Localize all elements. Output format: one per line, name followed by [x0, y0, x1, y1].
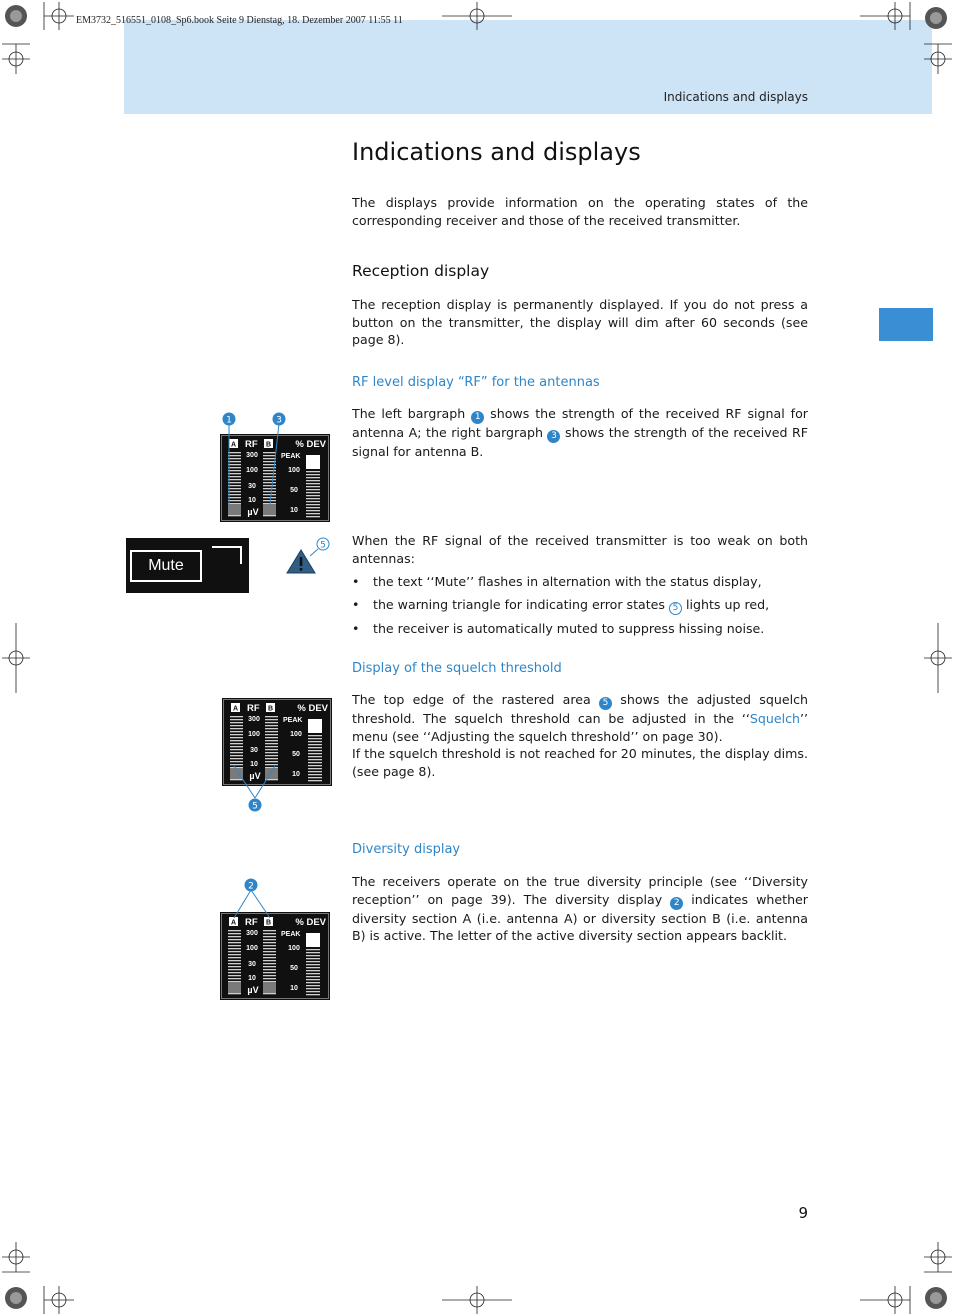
dev-label: % DEV	[297, 703, 328, 714]
rf-text-1: The left bargraph	[352, 406, 466, 421]
diversity-text-1: The receivers operate on the true diversity principle (see ‘‘Diversity reception’’ on page 39). The diversity display	[352, 874, 808, 907]
bullet-text: the receiver is automatically muted to suppress hissing noise.	[373, 620, 765, 636]
diversity-a-label: A	[230, 919, 237, 927]
bullet-text: the text ‘‘Mute’’ flashes in alternation with the status display,	[373, 573, 762, 589]
rf-tick-label: 300	[248, 716, 260, 723]
diversity-a-label: A	[232, 705, 239, 713]
rf-tick-label: 300	[246, 452, 258, 459]
rf-tick-label: 10	[248, 975, 256, 982]
squelch-text-3: ’’ menu (see ‘‘Adjusting the squelch threshold’’ on page 30).	[352, 711, 808, 744]
dev-tick-label: 10	[290, 985, 298, 992]
dev-tick-label: 50	[292, 751, 300, 758]
diversity-a-label: A	[230, 441, 237, 449]
bullet-text: the warning triangle for indicating error states	[373, 596, 665, 612]
dev-tick-label: 10	[292, 771, 300, 778]
callout-badge-1: 1	[471, 411, 484, 424]
callout-label-2: 2	[248, 881, 254, 892]
unit-label: µV	[247, 507, 259, 517]
rf-tick-label: 30	[248, 483, 256, 490]
diversity-b-label: B	[267, 705, 274, 713]
rf-tick-label: 30	[248, 961, 256, 968]
print-info: EM3732_516551_0108_Sp6.book Seite 9 Dienstag, 18. Dezember 2007 11:55 11	[76, 15, 403, 26]
dev-tick-label: 10	[290, 507, 298, 514]
unit-label: µV	[249, 771, 261, 781]
callout-badge-3: 3	[547, 430, 560, 443]
peak-label: PEAK	[283, 717, 303, 724]
dev-label: % DEV	[295, 439, 326, 450]
dev-tick-label: 50	[290, 965, 298, 972]
rf-tick-label: 300	[246, 930, 258, 937]
squelch-text-1: The top edge of the rastered area	[352, 692, 591, 707]
reception-paragraph: The reception display is permanently displayed. If you do not press a button on the transmitter, the display will dim after 60 seconds (see page 8).	[352, 297, 808, 348]
bullet-text: lights up red,	[686, 596, 770, 612]
squelch-text-2: shows the adjusted squelch threshold. The squelch threshold can be adjusted in the ‘‘	[352, 692, 808, 726]
rf-label: RF	[247, 703, 260, 714]
rf-tick-label: 100	[246, 945, 258, 952]
dev-label: % DEV	[295, 917, 326, 928]
rf-label: RF	[245, 439, 258, 450]
running-head: Indications and displays	[663, 90, 808, 104]
rf-tick-label: 10	[250, 761, 258, 768]
diversity-b-label: B	[265, 441, 272, 449]
squelch-menu-link[interactable]: Squelch	[749, 711, 800, 726]
callout-badge-5-outline: 5	[669, 602, 682, 615]
peak-label: PEAK	[281, 453, 301, 460]
callout-badge-2: 2	[670, 897, 683, 910]
callout-label-5: 5	[252, 801, 258, 812]
page-number: 9	[798, 1204, 808, 1222]
callout-label-1: 1	[226, 415, 232, 426]
callout-badge-5: 5	[599, 697, 612, 710]
intro-paragraph: The displays provide information on the operating states of the corresponding receiver and those of the received transmitter.	[352, 195, 808, 228]
peak-label: PEAK	[281, 931, 301, 938]
callout-label-3: 3	[276, 415, 282, 426]
rf-text-3: shows the strength of the received RF signal for antenna B.	[352, 425, 808, 459]
unit-label: µV	[247, 985, 259, 995]
dev-tick-label: 100	[290, 731, 302, 738]
reception-heading: Reception display	[352, 262, 490, 280]
rf-text-2: shows the strength of the received RF signal for antenna A; the right bargraph	[352, 406, 808, 440]
squelch-heading: Display of the squelch threshold	[352, 661, 562, 676]
squelch-text-4: If the squelch threshold is not reached for 20 minutes, the display dims. (see page 8).	[352, 746, 808, 779]
rf-tick-label: 30	[250, 747, 258, 754]
page-title: Indications and displays	[352, 138, 641, 166]
diversity-text-2: indicates whether diversity section A (i.e. antenna A) or diversity section B (i.e. antenna B) is active. The letter of the active diversity section appears backlit.	[352, 891, 808, 944]
rf-tick-label: 100	[246, 467, 258, 474]
diversity-heading: Diversity display	[352, 842, 461, 857]
rf-tick-label: 10	[248, 497, 256, 504]
rf-level-heading: RF level display “RF” for the antennas	[352, 375, 600, 390]
dev-tick-label: 100	[288, 467, 300, 474]
diversity-b-label: B	[265, 919, 272, 927]
mute-label: Mute	[130, 550, 202, 582]
dev-tick-label: 100	[288, 945, 300, 952]
weak-intro: When the RF signal of the received transmitter is too weak on both antennas:	[352, 533, 808, 566]
dev-tick-label: 50	[290, 487, 298, 494]
rf-label: RF	[245, 917, 258, 928]
rf-tick-label: 100	[248, 731, 260, 738]
callout-label-5-outline: 5	[320, 540, 326, 551]
